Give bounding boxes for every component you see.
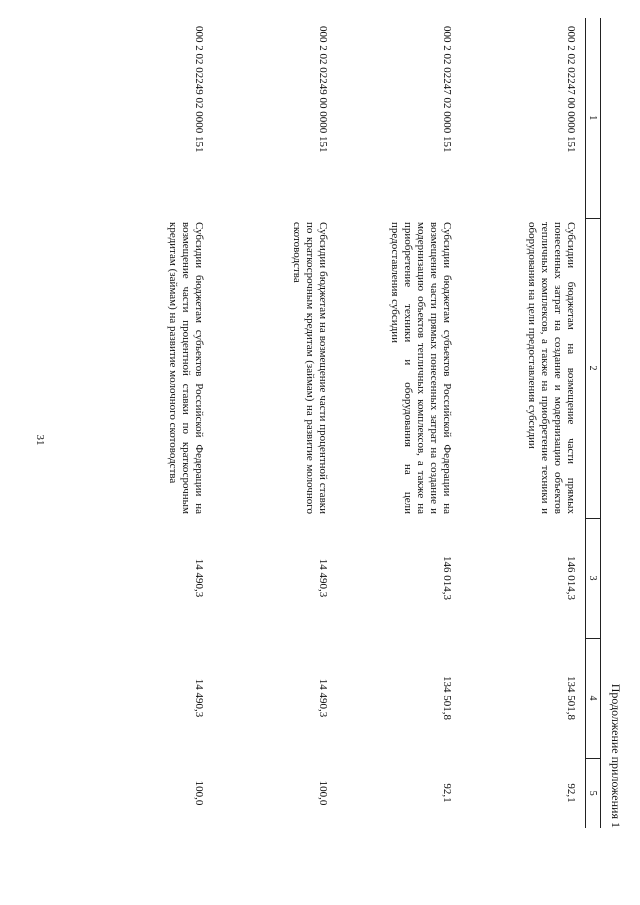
- budget-code: 000 2 02 02247 02 0000 151: [441, 26, 453, 153]
- planned-value: 14 490,3: [193, 558, 205, 598]
- row-description: Субсидии бюджетам субъектов Российской Федерации на возмещение части прямых понесенных затрат на создание и модернизацию объектов тепличных комплексов, а также на приобретение техники и оборудования на цели предоставления субсидии: [389, 222, 453, 514]
- execution-percent: 100,0: [317, 780, 329, 806]
- execution-percent: 92,1: [441, 783, 453, 803]
- executed-value: 14 490,3: [317, 678, 329, 718]
- column-number-header-row: [586, 18, 601, 828]
- continuation-label: Продолжение приложения 1: [609, 683, 623, 828]
- column-header: 1: [586, 18, 601, 218]
- table-row: [337, 18, 461, 828]
- budget-code: 000 2 02 02249 02 0000 151: [193, 26, 205, 153]
- planned-value: 146 014,3: [441, 556, 453, 600]
- row-description: Субсидии бюджетам на возмещение части прямых понесенных затрат на создание и модернизацию объектов тепличных комплексов, а также на приобретение техники и оборудования на цели предоставления субсидии: [526, 222, 577, 514]
- budget-table: [89, 18, 601, 828]
- column-header: 2: [586, 218, 601, 518]
- column-header: 3: [586, 518, 601, 638]
- execution-percent: 92,1: [565, 783, 577, 803]
- table-row: [89, 18, 213, 828]
- row-description: Субсидии бюджетам субъектов Российской Федерации на возмещение части процентной ставки по краткосрочным кредитам (займам) на развитие молочного скотоводства: [167, 222, 205, 514]
- row-description: Субсидии бюджетам на возмещение части процентной ставки по краткосрочным кредитам (займам) на развитие молочного скотоводства: [291, 222, 329, 514]
- planned-value: 146 014,3: [565, 556, 577, 600]
- rotated-page-content: [83, 18, 623, 828]
- table-row: [461, 18, 586, 828]
- planned-value: 14 490,3: [317, 558, 329, 598]
- column-header: 4: [586, 638, 601, 758]
- budget-code: 000 2 02 02249 00 0000 151: [317, 26, 329, 153]
- page-number: 31: [34, 434, 46, 446]
- table-row: [213, 18, 337, 828]
- executed-value: 14 490,3: [193, 678, 205, 718]
- executed-value: 134 501,8: [441, 676, 453, 720]
- column-header: 5: [586, 758, 601, 828]
- executed-value: 134 501,8: [565, 676, 577, 720]
- execution-percent: 100,0: [193, 780, 205, 806]
- budget-code: 000 2 02 02247 00 0000 151: [565, 26, 577, 153]
